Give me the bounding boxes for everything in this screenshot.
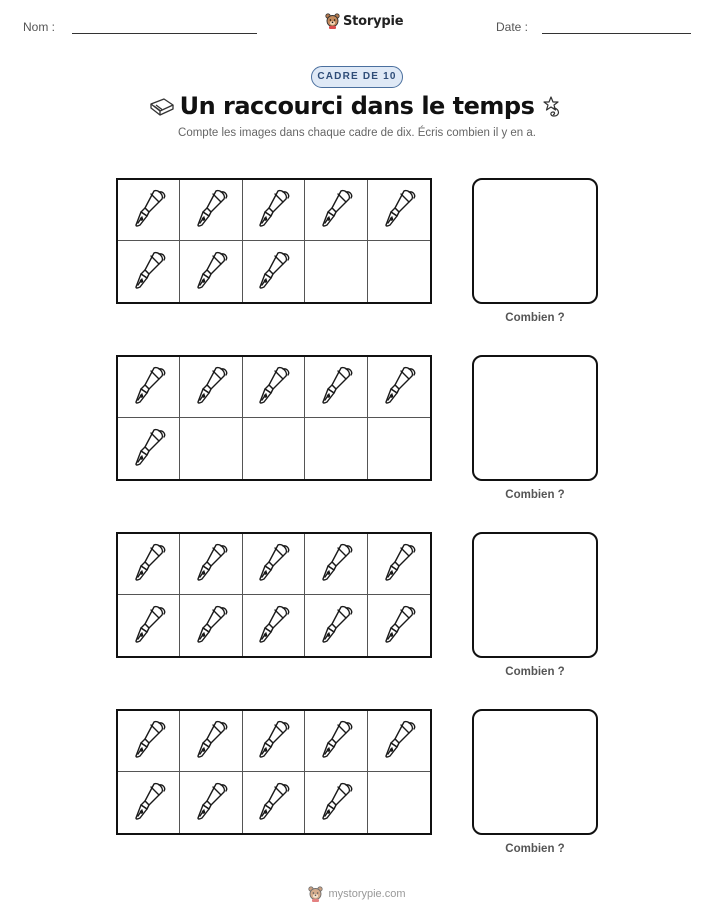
fountain-pen-icon bbox=[316, 781, 356, 825]
fountain-pen-icon bbox=[379, 719, 419, 763]
fountain-pen-icon bbox=[379, 604, 419, 648]
bear-mascot-icon bbox=[325, 13, 340, 29]
fountain-pen-icon bbox=[253, 542, 293, 586]
frame-cell bbox=[118, 241, 180, 302]
frame-cell bbox=[305, 418, 367, 479]
fountain-pen-icon bbox=[316, 719, 356, 763]
fountain-pen-icon bbox=[129, 719, 169, 763]
fountain-pen-icon bbox=[191, 719, 231, 763]
date-write-line[interactable] bbox=[542, 33, 691, 34]
frame-cell bbox=[180, 357, 242, 418]
fountain-pen-icon bbox=[129, 250, 169, 294]
footer-url: mystorypie.com bbox=[328, 888, 406, 900]
swirl-star-icon bbox=[538, 94, 564, 120]
fountain-pen-icon bbox=[253, 781, 293, 825]
fountain-pen-icon bbox=[379, 188, 419, 232]
fountain-pen-icon bbox=[379, 542, 419, 586]
answer-label-1: Combien ? bbox=[505, 312, 565, 324]
frame-cell bbox=[180, 534, 242, 595]
frame-cell bbox=[243, 357, 305, 418]
frame-cell bbox=[243, 241, 305, 302]
answer-label-3: Combien ? bbox=[505, 666, 565, 678]
fountain-pen-icon bbox=[129, 427, 169, 471]
frame-cell bbox=[305, 357, 367, 418]
worksheet-title: Un raccourci dans le temps bbox=[179, 92, 535, 120]
frame-cell bbox=[180, 772, 242, 833]
worksheet-instructions: Compte les images dans chaque cadre de dix. Écris combien il y en a. bbox=[178, 127, 536, 139]
frame-cell bbox=[118, 357, 180, 418]
fountain-pen-icon bbox=[129, 542, 169, 586]
fountain-pen-icon bbox=[129, 188, 169, 232]
frame-cell bbox=[368, 595, 430, 656]
frame-cell bbox=[243, 711, 305, 772]
fountain-pen-icon bbox=[316, 365, 356, 409]
ten-frame-2 bbox=[116, 355, 432, 481]
frame-cell bbox=[180, 595, 242, 656]
fountain-pen-icon bbox=[191, 781, 231, 825]
frame-cell bbox=[243, 772, 305, 833]
frame-cell bbox=[243, 180, 305, 241]
fountain-pen-icon bbox=[253, 188, 293, 232]
fountain-pen-icon bbox=[191, 188, 231, 232]
answer-label-2: Combien ? bbox=[505, 489, 565, 501]
bear-mascot-icon bbox=[308, 886, 323, 902]
frame-cell bbox=[368, 711, 430, 772]
ten-frame-1 bbox=[116, 178, 432, 304]
fountain-pen-icon bbox=[316, 542, 356, 586]
frame-cell bbox=[243, 418, 305, 479]
frame-cell bbox=[180, 241, 242, 302]
frame-cell bbox=[368, 418, 430, 479]
answer-box-1[interactable] bbox=[472, 178, 598, 304]
frame-cell bbox=[368, 534, 430, 595]
name-write-line[interactable] bbox=[72, 33, 257, 34]
answer-box-3[interactable] bbox=[472, 532, 598, 658]
answer-box-4[interactable] bbox=[472, 709, 598, 835]
frame-cell bbox=[368, 357, 430, 418]
frame-cell bbox=[305, 534, 367, 595]
frame-cell bbox=[118, 180, 180, 241]
frame-cell bbox=[118, 772, 180, 833]
fountain-pen-icon bbox=[191, 542, 231, 586]
frame-cell bbox=[305, 711, 367, 772]
fountain-pen-icon bbox=[129, 781, 169, 825]
frame-cell bbox=[118, 418, 180, 479]
frame-cell bbox=[305, 241, 367, 302]
fountain-pen-icon bbox=[191, 250, 231, 294]
fountain-pen-icon bbox=[253, 604, 293, 648]
fountain-pen-icon bbox=[253, 365, 293, 409]
fountain-pen-icon bbox=[316, 604, 356, 648]
fountain-pen-icon bbox=[316, 188, 356, 232]
frame-cell bbox=[305, 180, 367, 241]
frame-cell bbox=[118, 595, 180, 656]
fountain-pen-icon bbox=[191, 604, 231, 648]
frame-cell bbox=[180, 711, 242, 772]
fountain-pen-icon bbox=[129, 604, 169, 648]
frame-cell bbox=[368, 241, 430, 302]
brand-name: Storypie bbox=[343, 13, 404, 29]
answer-box-2[interactable] bbox=[472, 355, 598, 481]
frame-cell bbox=[368, 772, 430, 833]
frame-cell bbox=[243, 595, 305, 656]
frame-cell bbox=[305, 772, 367, 833]
frame-cell bbox=[118, 534, 180, 595]
fountain-pen-icon bbox=[129, 365, 169, 409]
brand-logo bbox=[325, 13, 403, 29]
frame-cell bbox=[118, 711, 180, 772]
worksheet-type-badge: CADRE DE 10 bbox=[311, 66, 403, 88]
frame-cell bbox=[243, 534, 305, 595]
footer bbox=[0, 886, 714, 902]
frame-cell bbox=[368, 180, 430, 241]
ten-frame-3 bbox=[116, 532, 432, 658]
frame-cell bbox=[180, 418, 242, 479]
fountain-pen-icon bbox=[379, 365, 419, 409]
fountain-pen-icon bbox=[253, 250, 293, 294]
date-label: Date : bbox=[496, 20, 529, 34]
answer-label-4: Combien ? bbox=[505, 843, 565, 855]
fountain-pen-icon bbox=[191, 365, 231, 409]
frame-cell bbox=[305, 595, 367, 656]
ten-frame-4 bbox=[116, 709, 432, 835]
fountain-pen-icon bbox=[253, 719, 293, 763]
frame-cell bbox=[180, 180, 242, 241]
name-label: Nom : bbox=[23, 20, 56, 34]
